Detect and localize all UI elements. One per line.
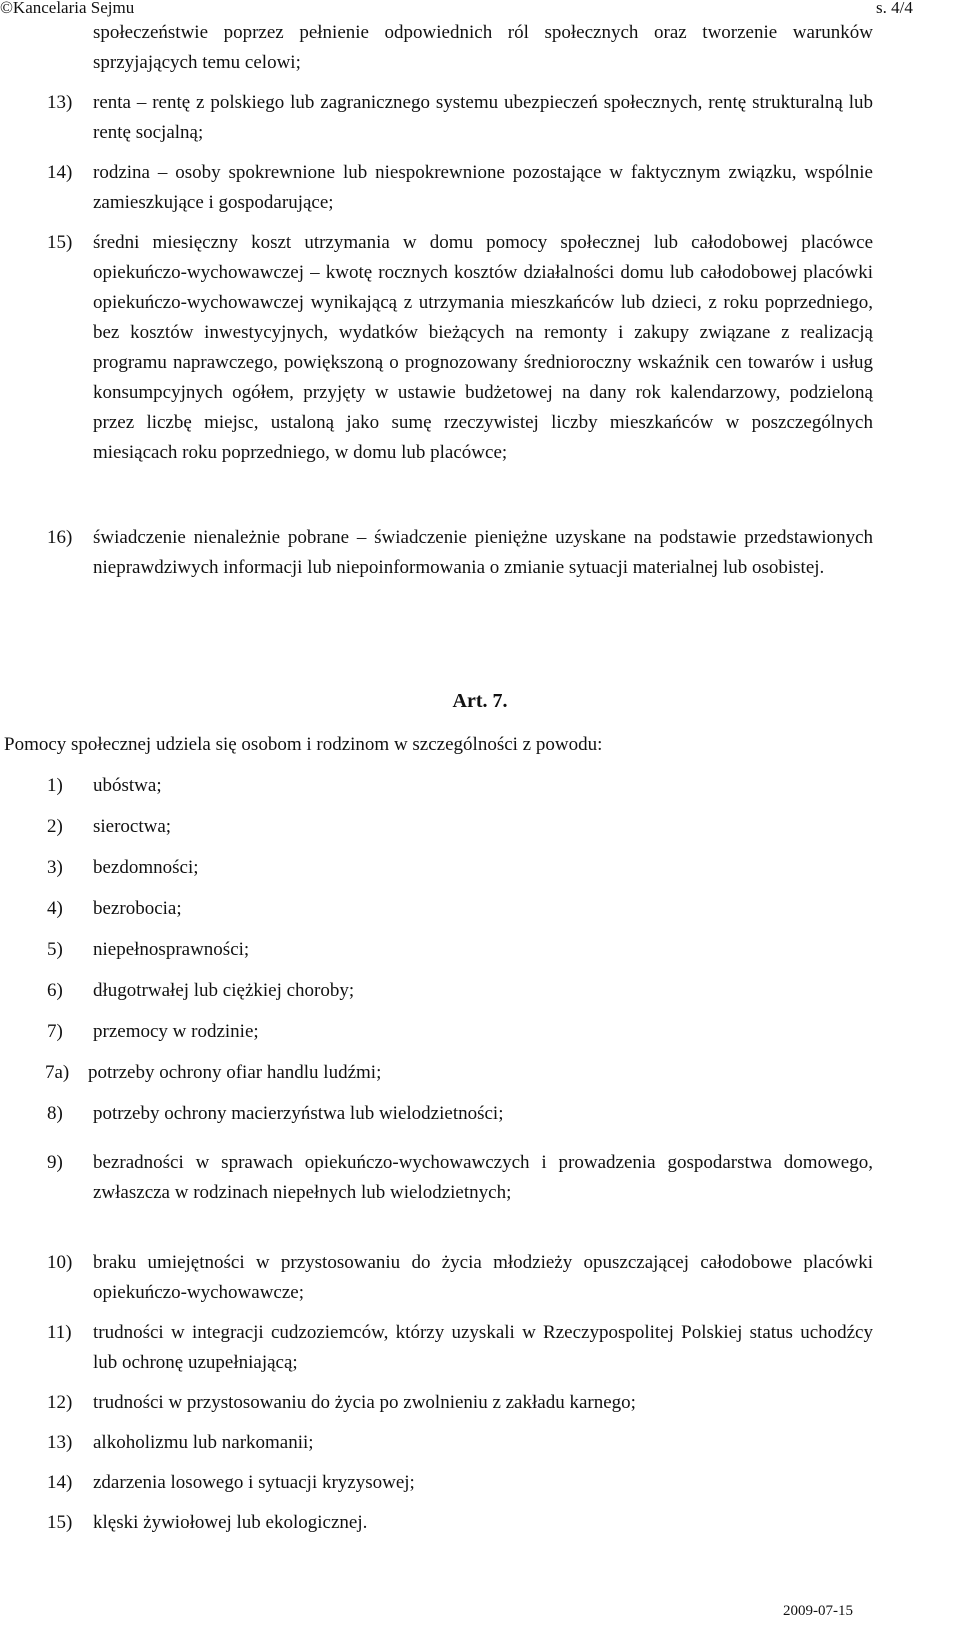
article-item-number: 3) — [47, 857, 63, 878]
article-item-number: 9) — [47, 1152, 63, 1173]
article-item-number: 4) — [47, 898, 63, 919]
article-item-2 — [47, 812, 171, 842]
article-title: Art. 7. — [452, 690, 508, 712]
article-item-15 — [47, 1508, 367, 1538]
article-item-text: alkoholizmu lub narkomanii; — [93, 1432, 314, 1453]
article-item-8 — [47, 1099, 503, 1129]
article-item-number: 6) — [47, 980, 63, 1001]
article-item-text: bezradności w sprawach opiekuńczo-wychowawczych i prowadzenia gospodarstwa domowego, zwłaszcza w rodzinach niepełnych lub wielodzietnych; — [93, 1152, 873, 1203]
article-intro: Pomocy społecznej udziela się osobom i rodzinom w szczególności z powodu: — [4, 734, 603, 755]
article-item-10 — [47, 1248, 873, 1308]
definition-item-16 — [47, 523, 873, 583]
article-item-number: 7a) — [45, 1062, 70, 1083]
header-copyright: ©Kancelaria Sejmu — [0, 0, 135, 17]
article-item-text: braku umiejętności w przystosowaniu do życia młodzieży opuszczającej całodobowe placówki opiekuńczo-wychowawcze; — [93, 1252, 873, 1303]
header-page-number: s. 4/4 — [876, 0, 913, 17]
article-item-11 — [47, 1318, 873, 1378]
article-item-3 — [47, 853, 199, 883]
article-item-text: bezrobocia; — [93, 898, 182, 919]
article-item-number: 2) — [47, 816, 63, 837]
article-item-text: trudności w przystosowaniu do życia po zwolnieniu z zakładu karnego; — [93, 1392, 636, 1413]
footer-date: 2009-07-15 — [783, 1603, 853, 1619]
definition-text: renta – rentę z polskiego lub zagranicznego systemu ubezpieczeń społecznych, rentę strukturalną lub rentę socjalną; — [93, 92, 873, 143]
definition-item-14 — [47, 158, 873, 218]
article-item-number: 10) — [47, 1252, 73, 1273]
definition-item-13 — [47, 88, 873, 148]
definition-text: średni miesięczny koszt utrzymania w domu pomocy społecznej lub całodobowej placówce opiekuńczo-wychowawczej – kwotę rocznych kosztów działalności domu lub całodobowej placówki opiekuńczo-wychowawczej wynikającą z utrzymania mieszkańców lub dzieci, z roku poprzedniego, bez kosztów inwestycyjnych, wydatków bieżących na remonty i zakupy związane z realizacją programu naprawczego, powiększoną o prognozowany średnioroczny wskaźnik cen towarów i usług konsumpcyjnych ogółem, przyjęty w ustawie budżetowej na dany rok kalendarzowy, podzieloną przez liczbę miejsc, ustaloną jako sumę rzeczywistej liczby mieszkańców w poszczególnych miesiącach roku poprzedniego, w domu lub placówce; — [93, 232, 873, 463]
article-item-number: 11) — [47, 1322, 72, 1343]
definition-text: świadczenie nienależnie pobrane – świadczenie pieniężne uzyskane na podstawie przedstawionych nieprawdziwych informacji lub niepoinformowania o zmianie sytuacji materialnej lub osobistej. — [93, 527, 873, 578]
continuation-text: społeczeństwie poprzez pełnienie odpowiednich ról społecznych oraz tworzenie warunków sprzyjających temu celowi; — [93, 22, 873, 73]
article-item-5 — [47, 935, 249, 965]
article-item-12 — [47, 1388, 636, 1418]
article-item-number: 1) — [47, 775, 63, 796]
article-item-7 — [47, 1017, 259, 1047]
article-item-text: długotrwałej lub ciężkiej choroby; — [93, 980, 355, 1001]
article-item-text: bezdomności; — [93, 857, 199, 878]
article-item-text: zdarzenia losowego i sytuacji kryzysowej; — [93, 1472, 415, 1493]
article-item-text: trudności w integracji cudzoziemców, którzy uzyskali w Rzeczypospolitej Polskiej status uchodźcy lub ochronę uzupełniającą; — [93, 1322, 873, 1373]
definition-number: 16) — [47, 527, 73, 548]
article-item-text: klęski żywiołowej lub ekologicznej. — [93, 1512, 368, 1533]
definition-text: rodzina – osoby spokrewnione lub niespokrewnione pozostające w faktycznym związku, wspólnie zamieszkujące i gospodarujące; — [93, 162, 873, 213]
article-item-4 — [47, 894, 182, 924]
article-item-number: 13) — [47, 1432, 73, 1453]
article-item-text: potrzeby ochrony ofiar handlu ludźmi; — [88, 1062, 382, 1083]
article-item-text: niepełnosprawności; — [93, 939, 250, 960]
definition-item-15 — [47, 228, 873, 468]
definition-number: 13) — [47, 92, 73, 113]
article-item-13 — [47, 1428, 314, 1458]
article-item-number: 7) — [47, 1021, 63, 1042]
article-item-text: potrzeby ochrony macierzyństwa lub wielodzietności; — [93, 1103, 504, 1124]
article-item-number: 12) — [47, 1392, 73, 1413]
definition-number: 15) — [47, 232, 73, 253]
article-item-1 — [47, 771, 162, 801]
article-item-text: ubóstwa; — [93, 775, 162, 796]
article-item-number: 8) — [47, 1103, 63, 1124]
article-item-6 — [47, 976, 354, 1006]
definition-number: 14) — [47, 162, 73, 183]
article-item-text: sieroctwa; — [93, 816, 172, 837]
article-item-number: 14) — [47, 1472, 73, 1493]
article-item-14 — [47, 1468, 415, 1498]
article-item-9 — [47, 1148, 873, 1208]
article-item-7a — [45, 1058, 381, 1088]
article-item-number: 15) — [47, 1512, 73, 1533]
article-item-number: 5) — [47, 939, 63, 960]
article-item-text: przemocy w rodzinie; — [93, 1021, 259, 1042]
